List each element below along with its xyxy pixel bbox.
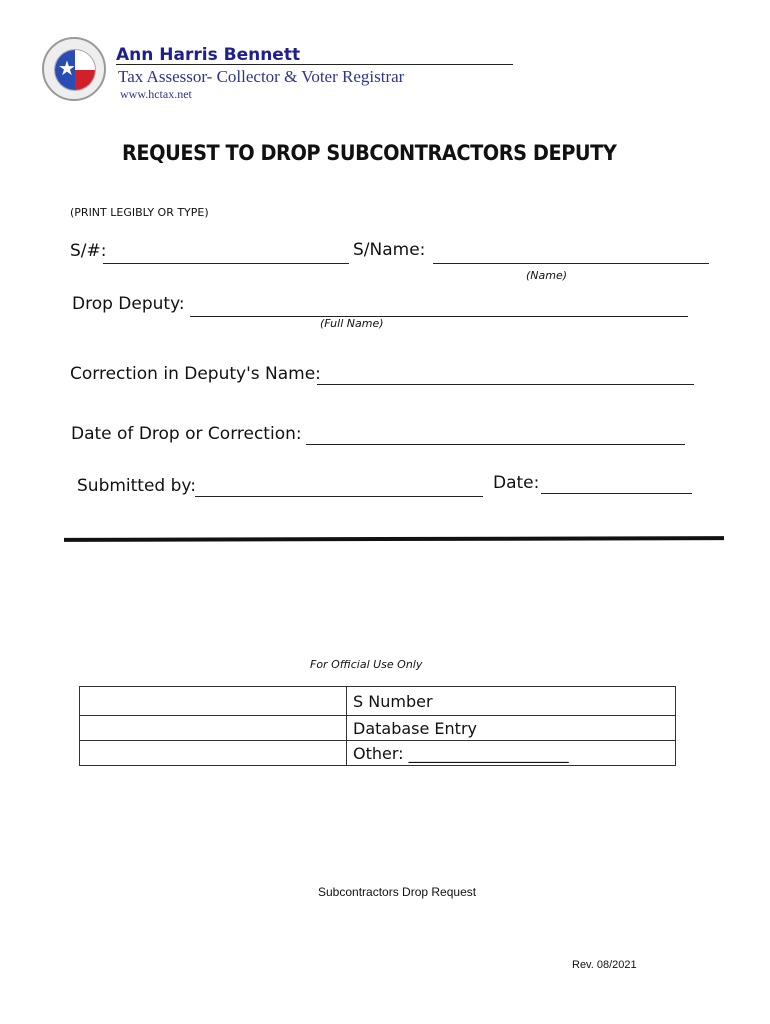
office-title: Tax Assessor- Collector & Voter Registrar: [118, 67, 405, 86]
table-row: [80, 716, 676, 741]
table-row: [80, 741, 676, 766]
drop-deputy-hint: (Full Name): [320, 317, 384, 330]
submitted-by-label: Submitted by:: [77, 476, 196, 496]
database-entry-cell: Database Entry: [347, 716, 676, 741]
correction-label: Correction in Deputy's Name:: [70, 364, 321, 384]
assessor-name: Ann Harris Bennett: [116, 45, 301, 65]
date-drop-label: Date of Drop or Correction:: [71, 424, 302, 444]
drop-deputy-input[interactable]: [190, 294, 688, 317]
website-link[interactable]: www.hctax.net: [120, 87, 192, 101]
table-row: [80, 687, 676, 716]
form-name-footer: Subcontractors Drop Request: [318, 885, 477, 899]
date-drop-input[interactable]: [306, 422, 685, 445]
s-name-label: S/Name:: [353, 240, 426, 260]
form-title: REQUEST TO DROP SUBCONTRACTORS DEPUTY: [122, 141, 617, 165]
correction-input[interactable]: [317, 362, 694, 385]
drop-deputy-label: Drop Deputy:: [72, 294, 185, 314]
submitted-by-input[interactable]: [195, 474, 483, 497]
date-label: Date:: [493, 473, 540, 493]
print-instruction: (PRINT LEGIBLY OR TYPE): [70, 206, 209, 219]
official-use-caption: For Official Use Only: [310, 658, 423, 671]
other-cell: Other: ____________________: [347, 741, 676, 766]
s-name-hint: (Name): [526, 269, 568, 282]
section-divider: [64, 536, 724, 542]
official-use-table: [79, 686, 676, 766]
harris-county-seal-logo: ★: [42, 37, 106, 101]
s-number-input[interactable]: [103, 241, 349, 264]
s-number-label: S/#:: [70, 241, 107, 261]
header-rule: [116, 64, 513, 65]
s-number-cell: S Number: [347, 687, 676, 716]
revision-footer: Rev. 08/2021: [572, 959, 637, 971]
s-name-input[interactable]: [433, 241, 709, 264]
date-input[interactable]: [541, 471, 692, 494]
